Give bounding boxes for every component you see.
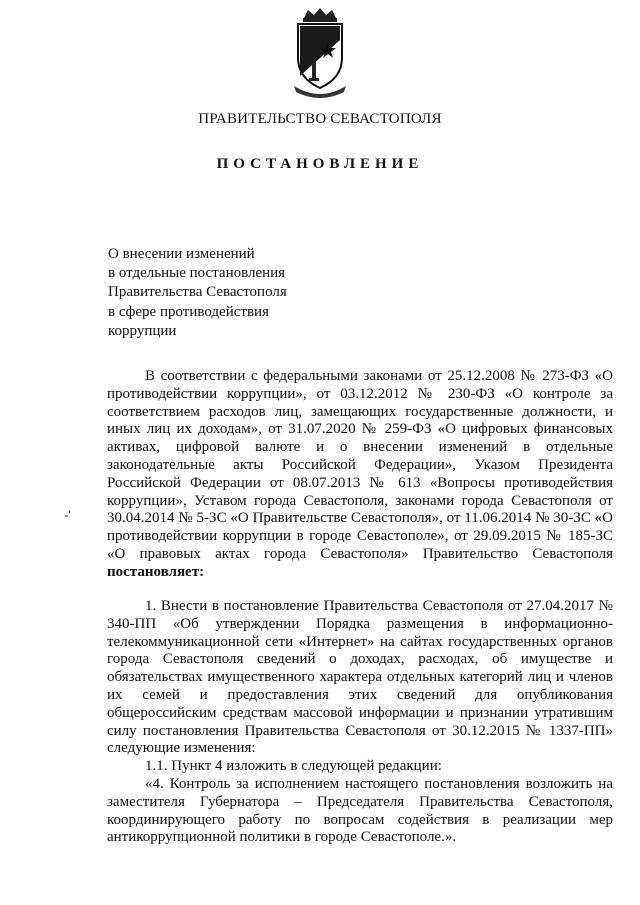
margin-handwritten-mark: -': [64, 507, 71, 522]
document-type-heading: ПОСТАНОВЛЕНИЕ: [216, 156, 424, 172]
subject-line: Правительства Севастополя: [108, 284, 287, 301]
government-name: ПРАВИТЕЛЬСТВО СЕВАСТОПОЛЯ: [198, 111, 442, 127]
operative-section: [107, 598, 613, 847]
subject-line: в сфере противодействия: [108, 303, 269, 320]
document-subject: [108, 245, 338, 341]
sevastopol-coat-of-arms-icon: [290, 6, 350, 98]
preamble-paragraph: [107, 368, 613, 582]
item-1-1-quote: «4. Контроль за исполнением настоящего постановления возложить на заместителя Губернатора – Председателя Правительства Севастополя, координирующего работу по вопросам содействия в реализации мер антикоррупционной политики в городе Севастополе.».: [107, 775, 613, 846]
subject-line: О внесении изменений: [108, 246, 255, 262]
resolution-word: постановляет:: [107, 563, 205, 580]
item-1: 1. Внести в постановление Правительства Севастополя от 27.04.2017 № 340-ПП «Об утверждении Порядка размещения в информационно-телекоммуникационной сети «Интернет» на сайтах государственных органов города Севастополя сведений о доходах, расходах, об имуществе и обязательствах имущественного характера отдельных категорий лиц и членов их семей и предоставления этих сведений для опубликования общероссийским средствам массовой информации и признании утратившим силу постановления Правительства Севастополя от 30.12.2015 № 1337-ПП» следующие изменения:: [107, 598, 613, 757]
item-1-1: 1.1. Пункт 4 изложить в следующей редакции:: [145, 758, 442, 775]
preamble-text: В соответствии с федеральными законами от 25.12.2008 № 273-ФЗ «О противодействии коррупции», от 03.12.2012 № 230-ФЗ «О контроле за соответствием расходов лиц, замещающих государственные должности, и иных лиц их доходам», от 31.07.2020 № 259-ФЗ «О цифровых финансовых активах, цифровой валюте и о внесении изменений в отдельные законодательные акты Российской Федерации», Указом Президента Российской Федерации от 08.07.2013 № 613 «Вопросы противодействия коррупции», Уставом города Севастополя, законами города Севастополя от 30.04.2014 № 5-ЗС «О Правительстве Севастополя», от 11.06.2014 № 30-ЗС «О противодействии коррупции в городе Севастополе», от 29.09.2015 № 185-ЗС «О правовых актах города Севастополя» Правительство Севастополя: [107, 368, 613, 562]
subject-line: в отдельные постановления: [108, 265, 286, 282]
subject-line: коррупции: [108, 322, 177, 339]
